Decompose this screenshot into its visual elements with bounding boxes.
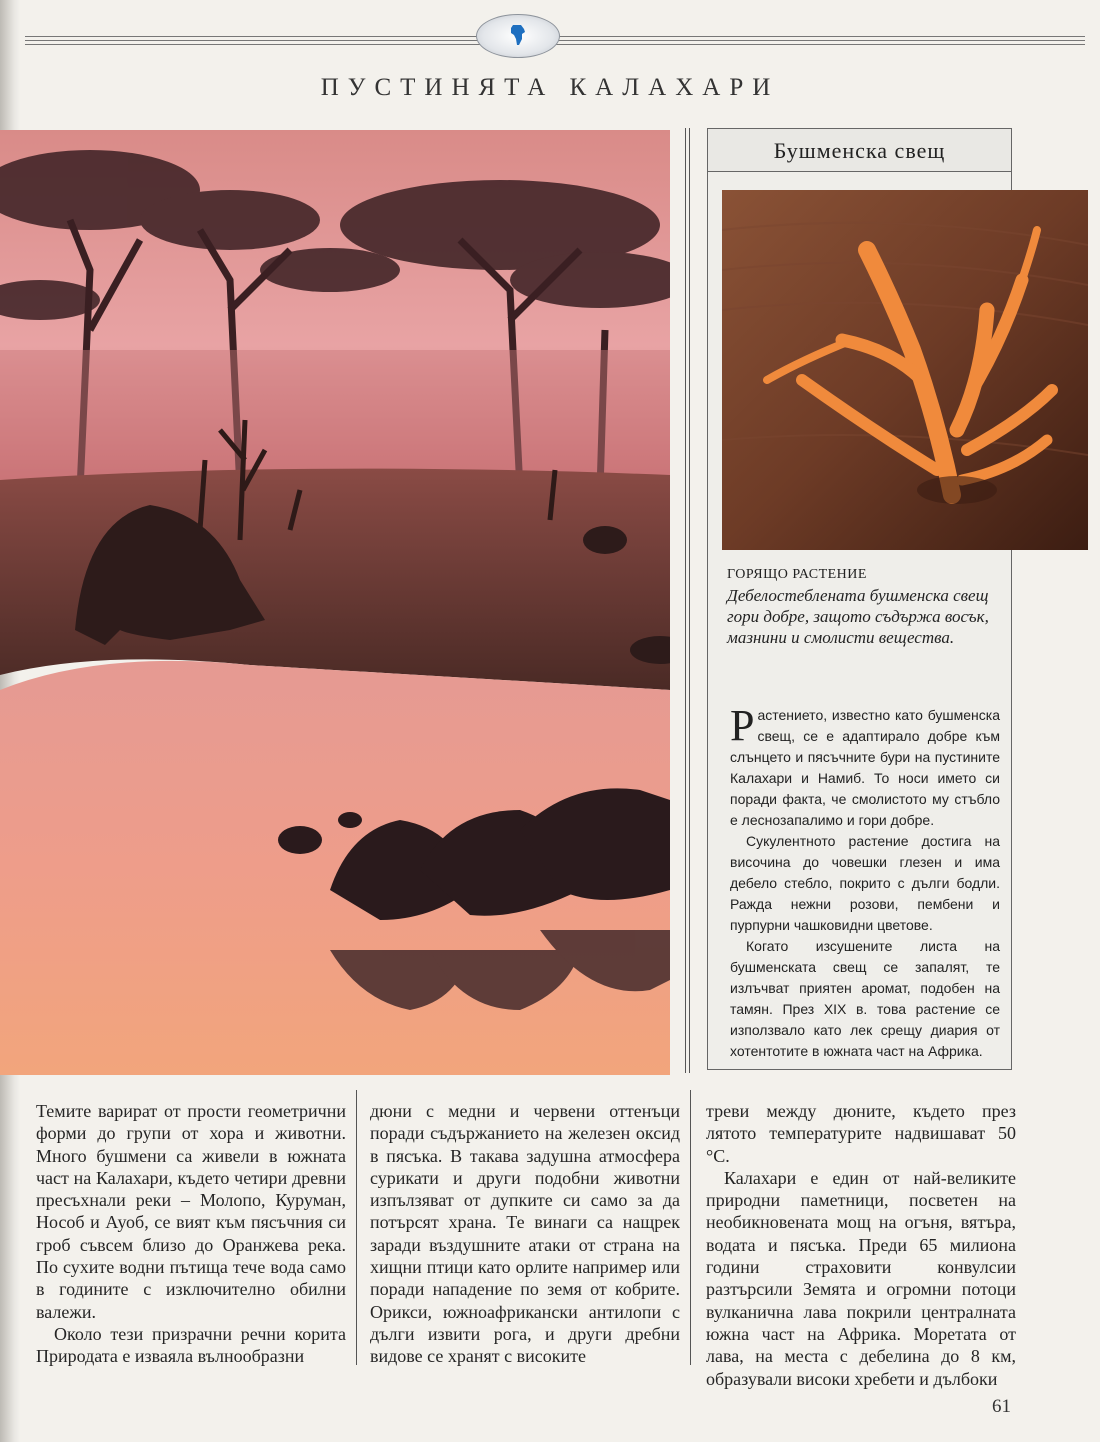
column-rule	[356, 1090, 357, 1365]
paragraph: Темите варират от прости геометрични форми до групи от хора и животни. Много бушмени са живели в южната част на Калахари, където четири древни пресъхнали реки – Молопо, Куруман, Нособ и Ауоб, се вият към пясъчния си гроб съвсем близо до Оранжева река. По сухите водни пътища тече вода само в годините с изключително обилни валежи.	[36, 1101, 346, 1322]
sidebar-title: Бушменска свещ	[708, 129, 1011, 172]
column-rule	[690, 1090, 691, 1365]
caption-text: Дебелостеблената бушменска свещ гори добре, защото съдържа восък, мазнини и смолисти вещества.	[727, 586, 989, 647]
text-column-2	[370, 1100, 680, 1368]
text-column-3	[706, 1100, 1016, 1390]
paragraph: Около тези призрачни речни корита Природата е изваяла вълнообразни	[36, 1323, 346, 1367]
paragraph: треви между дюните, където през лятото температурите надвишават 50 °C.	[706, 1101, 1016, 1166]
paragraph: дюни с медни и червени оттенъци поради съдържанието на железен оксид в пясъка. В такава задушна атмосфера сурикати и други подобни животни изпълзяват от дупките си само за да потърсят храна. Те винаги са нащрек заради въздушните атаки от страна на хищни птици като орлите например или поради нападение по земя от кобрите. Орикси, южноафрикански антилопи с дълги извити рога, и други дребни видове се хранят с високите	[370, 1101, 680, 1367]
text-column-1	[36, 1100, 346, 1368]
photo-caption	[727, 562, 997, 648]
page-number: 61	[992, 1396, 1011, 1417]
caption-label: ГОРЯЩО РАСТЕНИЕ	[727, 567, 867, 582]
globe-africa-icon	[476, 14, 560, 58]
column-rule	[689, 128, 690, 1073]
sidebar-paragraph: Растението, известно като бушменска свещ, се е адаптирало добре към слънцето и пясъчните бури на пустините Калахари и Намиб. То носи името си поради факта, че смолистото му стъбло е леснозапалимо и гори добре.	[730, 701, 1000, 828]
sidebar-paragraph: Когато изсушените листа на бушменската свещ се запалят, те излъчват приятен аромат, подобен на тамян. През XIX в. това растение се използвало като лек срещу диария от хотентотите в южната част на Африка.	[730, 938, 1000, 1059]
paragraph: Калахари е един от най-великите природни паметници, посветен на необикновената мощ на огъня, вятъра, водата и пясъка. Преди 65 милиона години страховити конвулсии разтърсили Земята и огромни потоци вулканична лава покрили централната южна част на Африка. Моретата от лава, на места с дебелина до 8 км, образували високи хребети и дълбоки	[706, 1167, 1016, 1389]
column-rule	[685, 128, 686, 1073]
page-title: ПУСТИНЯТА КАЛАХАРИ	[320, 74, 780, 101]
sidebar-paragraph: Сукулентното растение достига на височина до човешки глезен и има дебело стебло, покрито с дълги бодли. Ражда нежни розови, пембени и пурпурни чашковидни цветове.	[730, 833, 1000, 933]
sidebar-text	[730, 701, 1000, 1062]
drop-cap: Р	[730, 701, 755, 750]
bushman-candle-photo	[722, 190, 1088, 550]
lion-waterhole-photo	[0, 130, 670, 1075]
